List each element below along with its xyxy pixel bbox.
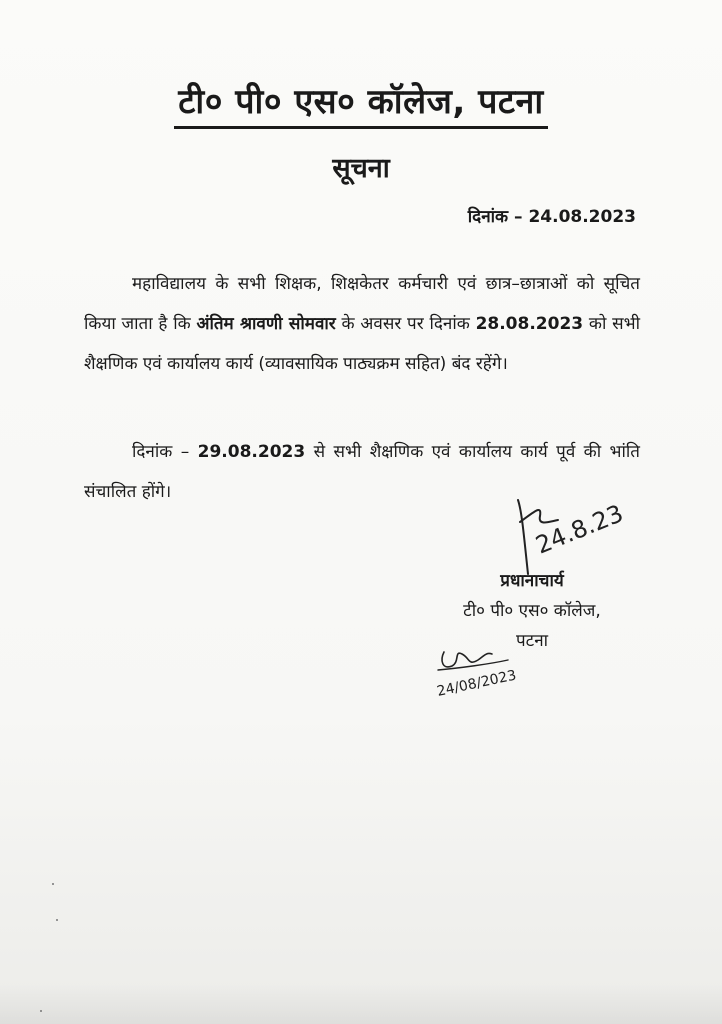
notice-heading: सूचना <box>332 153 390 184</box>
para1-bold-occasion: अंतिम श्रावणी सोमवार <box>196 314 336 334</box>
para2-text-2: से सभी शैक्षणिक एवं कार्यालय कार्य पूर्व की भांति संचालित होंगे। <box>84 442 640 502</box>
signatory-city: पटना <box>515 631 549 651</box>
para1-bold-date: 28.08.2023 <box>475 314 584 334</box>
date-dash: – <box>514 207 523 227</box>
notice-paragraph-1 <box>84 264 640 384</box>
date-value: 24.08.2023 <box>528 207 636 227</box>
date-label: दिनांक <box>467 207 509 227</box>
initial-signature <box>430 640 540 710</box>
college-title-text: टी० पी० एस० कॉलेज, पटना <box>174 82 547 129</box>
para2-text-1: दिनांक – <box>132 442 198 462</box>
para1-text-3: को सभी शैक्षणिक एवं कार्यालय कार्य (व्यावसायिक पाठ्यक्रम सहित) बंद रहेंगे। <box>84 314 640 374</box>
scan-speck <box>56 919 58 921</box>
para1-text-2: के अवसर पर दिनांक <box>335 314 476 334</box>
scan-speck <box>52 883 54 885</box>
scan-speck <box>40 1010 42 1012</box>
para1-text-1: महाविद्यालय के सभी शिक्षक, शिक्षकेतर कर्मचारी एवं छात्र–छात्राओं को सूचित किया जाता है कि <box>84 274 640 334</box>
page-shadow <box>0 984 722 1024</box>
notice-date <box>468 204 636 227</box>
signature-date: 24.8.23 <box>531 499 628 560</box>
signatory-college: टी० पी० एस० कॉलेज, <box>463 601 601 621</box>
initial-date: 24/08/2023 <box>435 667 518 700</box>
signatory-role: प्रधानाचार्य <box>500 571 564 591</box>
para2-bold-date: 29.08.2023 <box>197 442 306 462</box>
college-title <box>0 82 722 129</box>
